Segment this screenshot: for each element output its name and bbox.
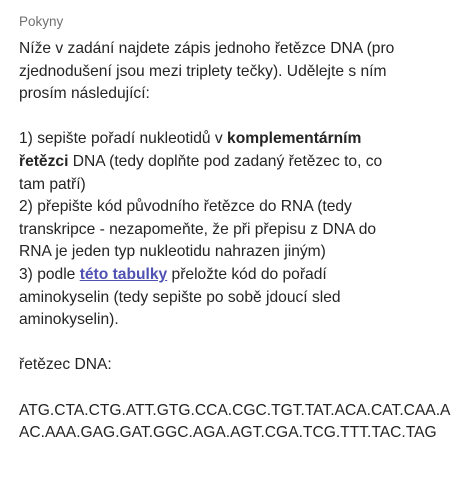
dna-sequence-line-1: ATG.CTA.CTG.ATT.GTG.CCA.CGC.TGT.TAT.ACA.CAT.CAA.A [19,401,451,419]
section-label: Pokyny [19,14,64,29]
step-1-line-3: tam patří) [19,175,86,193]
step-1-bold-complementary: komplementárním [227,130,362,148]
step-1-line-2 [19,151,437,174]
blank-line [19,332,437,355]
intro-line-2: zjednodušení jsou mezi triplety tečky). Udělejte s ním [19,62,387,80]
step-1-line-1 [19,128,437,151]
step-2-line-1: 2) přepište kód původního řetězce do RNA (tedy [19,198,352,216]
table-link[interactable]: této tabulky [79,265,168,283]
intro-line-1: Níže v zadání najdete zápis jednoho řetězce DNA (pro [19,40,395,57]
step-3-line-2: aminokyselin (tedy sepište po sobě jdoucí sled [19,288,341,306]
dna-sequence-line-2: AC.AAA.GAG.GAT.GGC.AGA.AGT.CGA.TCG.TTT.TAC.TAG [19,424,437,442]
step-1-prefix: 1) sepište pořadí nukleotidů v [19,130,228,148]
instructions-body [19,38,451,445]
step-3-line-1 [19,264,437,287]
step-3-prefix: 3) podle [19,265,80,283]
step-1-bold-strand: řetězci [19,152,69,170]
step-3-line-3: aminokyselin). [19,311,119,329]
step-2-line-3: RNA je jeden typ nukleotidu nahrazen jiným) [19,243,326,261]
step-3-suffix: přeložte kód do pořadí [167,265,327,283]
dna-sequence [19,400,451,445]
blank-line [19,106,437,129]
dna-label: řetězec DNA: [19,356,112,374]
step-1-suffix: DNA (tedy doplňte pod zadaný řetězec to, co [68,152,383,170]
intro-line-3: prosím následující: [19,85,150,103]
step-2-line-2: transkripce - nezapomeňte, že při přepisu z DNA do [19,220,377,238]
